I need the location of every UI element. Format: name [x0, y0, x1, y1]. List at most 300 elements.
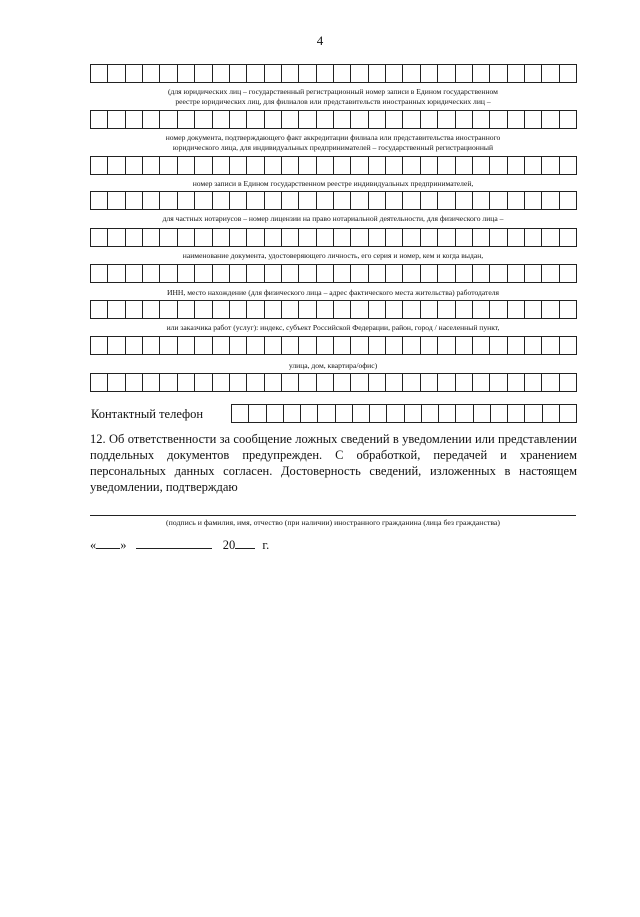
char-cell[interactable] — [195, 229, 212, 246]
char-cell[interactable] — [91, 65, 108, 82]
date-row — [90, 538, 269, 553]
char-cell[interactable] — [195, 301, 212, 318]
char-cell[interactable] — [542, 301, 559, 318]
char-cell[interactable] — [334, 374, 351, 391]
char-cell[interactable] — [126, 265, 143, 282]
char-cell[interactable] — [386, 265, 403, 282]
char-cell[interactable] — [542, 111, 559, 128]
char-cell[interactable] — [351, 65, 368, 82]
char-cell[interactable] — [126, 65, 143, 82]
char-cell[interactable] — [108, 265, 125, 282]
char-cell[interactable] — [334, 65, 351, 82]
char-cell[interactable] — [299, 301, 316, 318]
char-cell[interactable] — [195, 337, 212, 354]
char-cell[interactable] — [334, 192, 351, 209]
char-cell[interactable] — [525, 65, 542, 82]
char-cell[interactable] — [108, 192, 125, 209]
char-cell[interactable] — [403, 229, 420, 246]
grid-row-1[interactable] — [90, 64, 577, 83]
char-cell[interactable] — [334, 301, 351, 318]
char-cell[interactable] — [490, 229, 507, 246]
char-cell[interactable] — [178, 192, 195, 209]
char-cell[interactable] — [369, 265, 386, 282]
char-cell[interactable] — [299, 65, 316, 82]
char-cell[interactable] — [247, 229, 264, 246]
year-blank[interactable] — [235, 538, 255, 549]
char-cell[interactable] — [284, 405, 301, 422]
char-cell[interactable] — [143, 337, 160, 354]
char-cell[interactable] — [178, 301, 195, 318]
char-cell[interactable] — [473, 229, 490, 246]
char-cell[interactable] — [91, 337, 108, 354]
char-cell[interactable] — [108, 111, 125, 128]
char-cell[interactable] — [299, 192, 316, 209]
char-cell[interactable] — [421, 65, 438, 82]
char-cell[interactable] — [213, 65, 230, 82]
char-cell[interactable] — [334, 265, 351, 282]
char-cell[interactable] — [491, 405, 508, 422]
char-cell[interactable] — [422, 405, 439, 422]
grid-row-5[interactable] — [90, 228, 577, 247]
char-cell[interactable] — [126, 111, 143, 128]
char-cell[interactable] — [490, 301, 507, 318]
char-cell[interactable] — [508, 337, 525, 354]
char-cell[interactable] — [369, 157, 386, 174]
char-cell[interactable] — [299, 265, 316, 282]
char-cell[interactable] — [230, 192, 247, 209]
char-cell[interactable] — [317, 229, 334, 246]
char-cell[interactable] — [247, 301, 264, 318]
char-cell[interactable] — [456, 229, 473, 246]
char-cell[interactable] — [247, 265, 264, 282]
char-cell[interactable] — [421, 337, 438, 354]
month-blank[interactable] — [136, 538, 212, 549]
grid-row-7[interactable] — [90, 300, 577, 319]
char-cell[interactable] — [108, 157, 125, 174]
char-cell[interactable] — [247, 111, 264, 128]
char-cell[interactable] — [369, 111, 386, 128]
char-cell[interactable] — [265, 111, 282, 128]
char-cell[interactable] — [282, 374, 299, 391]
char-cell[interactable] — [282, 229, 299, 246]
year-prefix: 20 — [222, 538, 236, 552]
char-cell[interactable] — [317, 265, 334, 282]
char-cell[interactable] — [508, 405, 525, 422]
char-cell[interactable] — [456, 405, 473, 422]
contact-phone-label: Контактный телефон — [91, 407, 204, 421]
char-cell[interactable] — [265, 229, 282, 246]
char-cell[interactable] — [91, 374, 108, 391]
char-cell[interactable] — [369, 301, 386, 318]
char-cell[interactable] — [473, 301, 490, 318]
char-cell[interactable] — [230, 301, 247, 318]
char-cell[interactable] — [299, 374, 316, 391]
char-cell[interactable] — [230, 265, 247, 282]
char-cell[interactable] — [560, 192, 577, 209]
char-cell[interactable] — [387, 405, 404, 422]
char-cell[interactable] — [351, 157, 368, 174]
char-cell[interactable] — [542, 374, 559, 391]
char-cell[interactable] — [403, 111, 420, 128]
char-cell[interactable] — [247, 192, 264, 209]
char-cell[interactable] — [473, 65, 490, 82]
char-cell[interactable] — [405, 405, 422, 422]
char-cell[interactable] — [230, 374, 247, 391]
char-cell[interactable] — [456, 337, 473, 354]
char-cell[interactable] — [282, 192, 299, 209]
char-cell[interactable] — [213, 301, 230, 318]
char-cell[interactable] — [456, 265, 473, 282]
char-cell[interactable] — [160, 301, 177, 318]
char-cell[interactable] — [317, 374, 334, 391]
char-cell[interactable] — [421, 265, 438, 282]
char-cell[interactable] — [421, 157, 438, 174]
char-cell[interactable] — [265, 374, 282, 391]
char-cell[interactable] — [91, 157, 108, 174]
char-cell[interactable] — [336, 405, 353, 422]
char-cell[interactable] — [195, 65, 212, 82]
char-cell[interactable] — [438, 337, 455, 354]
char-cell[interactable] — [230, 111, 247, 128]
char-cell[interactable] — [299, 337, 316, 354]
char-cell[interactable] — [195, 111, 212, 128]
char-cell[interactable] — [403, 157, 420, 174]
char-cell[interactable] — [247, 157, 264, 174]
char-cell[interactable] — [421, 192, 438, 209]
year-suffix: г. — [262, 538, 270, 552]
char-cell[interactable] — [230, 65, 247, 82]
char-cell[interactable] — [560, 157, 577, 174]
char-cell[interactable] — [213, 229, 230, 246]
char-cell[interactable] — [386, 111, 403, 128]
char-cell[interactable] — [560, 265, 577, 282]
char-cell[interactable] — [403, 337, 420, 354]
date-close-quote: » — [120, 538, 127, 552]
char-cell[interactable] — [386, 337, 403, 354]
char-cell[interactable] — [490, 65, 507, 82]
char-cell[interactable] — [282, 265, 299, 282]
char-cell[interactable] — [213, 192, 230, 209]
char-cell[interactable] — [143, 265, 160, 282]
char-cell[interactable] — [160, 265, 177, 282]
char-cell[interactable] — [108, 337, 125, 354]
char-cell[interactable] — [178, 337, 195, 354]
char-cell[interactable] — [265, 337, 282, 354]
char-cell[interactable] — [108, 229, 125, 246]
char-cell[interactable] — [370, 405, 387, 422]
char-cell[interactable] — [91, 265, 108, 282]
caption-line-2: реестре юридических лиц, для филиалов или представительств иностранных юридических лиц – — [175, 97, 491, 106]
char-cell[interactable] — [265, 157, 282, 174]
char-cell[interactable] — [143, 374, 160, 391]
char-cell[interactable] — [108, 301, 125, 318]
grid-row-3[interactable] — [90, 156, 577, 175]
char-cell[interactable] — [403, 374, 420, 391]
char-cell[interactable] — [213, 111, 230, 128]
char-cell[interactable] — [525, 405, 542, 422]
char-cell[interactable] — [508, 301, 525, 318]
char-cell[interactable] — [490, 374, 507, 391]
grid-row-9[interactable] — [90, 373, 577, 392]
contact-phone-grid[interactable] — [231, 404, 577, 423]
char-cell[interactable] — [386, 301, 403, 318]
char-cell[interactable] — [317, 65, 334, 82]
char-cell[interactable] — [438, 301, 455, 318]
char-cell[interactable] — [282, 157, 299, 174]
grid-row-2[interactable] — [90, 110, 577, 129]
char-cell[interactable] — [560, 374, 577, 391]
char-cell[interactable] — [525, 301, 542, 318]
char-cell[interactable] — [525, 192, 542, 209]
char-cell[interactable] — [178, 374, 195, 391]
char-cell[interactable] — [508, 192, 525, 209]
char-cell[interactable] — [282, 301, 299, 318]
char-cell[interactable] — [143, 192, 160, 209]
char-cell[interactable] — [438, 374, 455, 391]
char-cell[interactable] — [421, 374, 438, 391]
char-cell[interactable] — [525, 157, 542, 174]
char-cell[interactable] — [438, 229, 455, 246]
char-cell[interactable] — [232, 405, 249, 422]
char-cell[interactable] — [490, 337, 507, 354]
char-cell[interactable] — [456, 374, 473, 391]
char-cell[interactable] — [351, 265, 368, 282]
char-cell[interactable] — [508, 374, 525, 391]
char-cell[interactable] — [560, 229, 577, 246]
char-cell[interactable] — [91, 229, 108, 246]
char-cell[interactable] — [473, 337, 490, 354]
char-cell[interactable] — [490, 192, 507, 209]
char-cell[interactable] — [265, 301, 282, 318]
char-cell[interactable] — [508, 111, 525, 128]
char-cell[interactable] — [126, 229, 143, 246]
char-cell[interactable] — [473, 192, 490, 209]
char-cell[interactable] — [265, 265, 282, 282]
char-cell[interactable] — [247, 337, 264, 354]
char-cell[interactable] — [160, 374, 177, 391]
char-cell[interactable] — [351, 192, 368, 209]
char-cell[interactable] — [126, 157, 143, 174]
char-cell[interactable] — [351, 229, 368, 246]
char-cell[interactable] — [178, 111, 195, 128]
char-cell[interactable] — [213, 337, 230, 354]
char-cell[interactable] — [108, 65, 125, 82]
caption-line-5: номер записи в Едином государственном реестре индивидуальных предпринимателей, — [192, 179, 474, 188]
char-cell[interactable] — [334, 229, 351, 246]
char-cell[interactable] — [299, 229, 316, 246]
char-cell[interactable] — [143, 157, 160, 174]
char-cell[interactable] — [508, 265, 525, 282]
char-cell[interactable] — [438, 265, 455, 282]
char-cell[interactable] — [143, 229, 160, 246]
char-cell[interactable] — [542, 192, 559, 209]
grid-row-4[interactable] — [90, 191, 577, 210]
char-cell[interactable] — [126, 337, 143, 354]
char-cell[interactable] — [525, 229, 542, 246]
char-cell[interactable] — [282, 111, 299, 128]
char-cell[interactable] — [386, 229, 403, 246]
char-cell[interactable] — [508, 65, 525, 82]
char-cell[interactable] — [334, 111, 351, 128]
char-cell[interactable] — [91, 192, 108, 209]
char-cell[interactable] — [456, 65, 473, 82]
char-cell[interactable] — [456, 301, 473, 318]
char-cell[interactable] — [560, 65, 577, 82]
char-cell[interactable] — [334, 157, 351, 174]
char-cell[interactable] — [438, 192, 455, 209]
char-cell[interactable] — [490, 265, 507, 282]
char-cell[interactable] — [560, 301, 577, 318]
char-cell[interactable] — [490, 157, 507, 174]
char-cell[interactable] — [369, 374, 386, 391]
char-cell[interactable] — [143, 111, 160, 128]
char-cell[interactable] — [508, 229, 525, 246]
char-cell[interactable] — [195, 192, 212, 209]
char-cell[interactable] — [178, 157, 195, 174]
char-cell[interactable] — [265, 192, 282, 209]
char-cell[interactable] — [143, 301, 160, 318]
char-cell[interactable] — [369, 65, 386, 82]
char-cell[interactable] — [351, 337, 368, 354]
char-cell[interactable] — [91, 301, 108, 318]
char-cell[interactable] — [456, 157, 473, 174]
char-cell[interactable] — [542, 337, 559, 354]
char-cell[interactable] — [126, 192, 143, 209]
char-cell[interactable] — [421, 111, 438, 128]
char-cell[interactable] — [525, 337, 542, 354]
char-cell[interactable] — [160, 337, 177, 354]
char-cell[interactable] — [560, 111, 577, 128]
char-cell[interactable] — [230, 157, 247, 174]
char-cell[interactable] — [282, 337, 299, 354]
section-12-text: 12. Об ответственности за сообщение ложных сведений в уведомлении или представлении поддельных документов предупрежден. С обработкой, передачей и хранением персональных данных согласен. Достоверность сведений, изложенных в настоящем уведомлении, подтверждаю — [90, 432, 577, 494]
char-cell[interactable] — [386, 192, 403, 209]
grid-row-8[interactable] — [90, 336, 577, 355]
char-cell[interactable] — [456, 192, 473, 209]
char-cell[interactable] — [456, 111, 473, 128]
char-cell[interactable] — [403, 265, 420, 282]
char-cell[interactable] — [560, 405, 577, 422]
char-cell[interactable] — [247, 65, 264, 82]
char-cell[interactable] — [299, 157, 316, 174]
char-cell[interactable] — [195, 265, 212, 282]
char-cell[interactable] — [143, 65, 160, 82]
char-cell[interactable] — [353, 405, 370, 422]
char-cell[interactable] — [542, 265, 559, 282]
char-cell[interactable] — [301, 405, 318, 422]
char-cell[interactable] — [213, 157, 230, 174]
char-cell[interactable] — [91, 111, 108, 128]
char-cell[interactable] — [299, 111, 316, 128]
char-cell[interactable] — [403, 192, 420, 209]
char-cell[interactable] — [438, 111, 455, 128]
char-cell[interactable] — [334, 337, 351, 354]
char-cell[interactable] — [351, 111, 368, 128]
char-cell[interactable] — [213, 374, 230, 391]
char-cell[interactable] — [542, 65, 559, 82]
char-cell[interactable] — [318, 405, 335, 422]
char-cell[interactable] — [317, 111, 334, 128]
char-cell[interactable] — [438, 157, 455, 174]
char-cell[interactable] — [542, 229, 559, 246]
char-cell[interactable] — [508, 157, 525, 174]
char-cell[interactable] — [195, 374, 212, 391]
char-cell[interactable] — [421, 301, 438, 318]
char-cell[interactable] — [160, 157, 177, 174]
char-cell[interactable] — [178, 265, 195, 282]
day-blank[interactable] — [96, 538, 120, 549]
char-cell[interactable] — [473, 374, 490, 391]
char-cell[interactable] — [473, 111, 490, 128]
char-cell[interactable] — [386, 65, 403, 82]
char-cell[interactable] — [351, 301, 368, 318]
char-cell[interactable] — [160, 111, 177, 128]
char-cell[interactable] — [421, 229, 438, 246]
caption-line-9: или заказчика работ (услуг): индекс, субъект Российской Федерации, район, город / населенный пункт, — [166, 323, 500, 332]
char-cell[interactable] — [317, 301, 334, 318]
char-cell[interactable] — [438, 65, 455, 82]
char-cell[interactable] — [525, 265, 542, 282]
char-cell[interactable] — [126, 301, 143, 318]
char-cell[interactable] — [369, 229, 386, 246]
char-cell[interactable] — [230, 229, 247, 246]
char-cell[interactable] — [195, 157, 212, 174]
char-cell[interactable] — [282, 65, 299, 82]
char-cell[interactable] — [525, 374, 542, 391]
char-cell[interactable] — [213, 265, 230, 282]
char-cell[interactable] — [108, 374, 125, 391]
char-cell[interactable] — [178, 65, 195, 82]
char-cell[interactable] — [490, 111, 507, 128]
char-cell[interactable] — [247, 374, 264, 391]
char-cell[interactable] — [369, 337, 386, 354]
char-cell[interactable] — [351, 374, 368, 391]
char-cell[interactable] — [473, 265, 490, 282]
char-cell[interactable] — [317, 157, 334, 174]
char-cell[interactable] — [126, 374, 143, 391]
char-cell[interactable] — [178, 229, 195, 246]
char-cell[interactable] — [403, 65, 420, 82]
char-cell[interactable] — [160, 229, 177, 246]
char-cell[interactable] — [386, 157, 403, 174]
char-cell[interactable] — [230, 337, 247, 354]
char-cell[interactable] — [543, 405, 560, 422]
char-cell[interactable] — [267, 405, 284, 422]
char-cell[interactable] — [317, 192, 334, 209]
signature-line[interactable] — [90, 515, 576, 516]
char-cell[interactable] — [474, 405, 491, 422]
char-cell[interactable] — [473, 157, 490, 174]
caption-line-3: номер документа, подтверждающего факт аккредитации филиала или представительства иностранного — [165, 133, 501, 142]
char-cell[interactable] — [386, 374, 403, 391]
char-cell[interactable] — [525, 111, 542, 128]
char-cell[interactable] — [249, 405, 266, 422]
page-number: 4 — [316, 33, 324, 48]
char-cell[interactable] — [542, 157, 559, 174]
caption-line-1: (для юридических лиц – государственный регистрационный номер записи в Едином государственном — [168, 87, 498, 96]
char-cell[interactable] — [265, 65, 282, 82]
grid-row-6[interactable] — [90, 264, 577, 283]
char-cell[interactable] — [160, 65, 177, 82]
caption-line-7: наименование документа, удостоверяющего личность, его серия и номер, кем и когда выдан, — [182, 251, 484, 260]
char-cell[interactable] — [403, 301, 420, 318]
char-cell[interactable] — [369, 192, 386, 209]
char-cell[interactable] — [560, 337, 577, 354]
caption-line-10: улица, дом, квартира/офис) — [288, 361, 378, 370]
char-cell[interactable] — [439, 405, 456, 422]
char-cell[interactable] — [317, 337, 334, 354]
char-cell[interactable] — [160, 192, 177, 209]
